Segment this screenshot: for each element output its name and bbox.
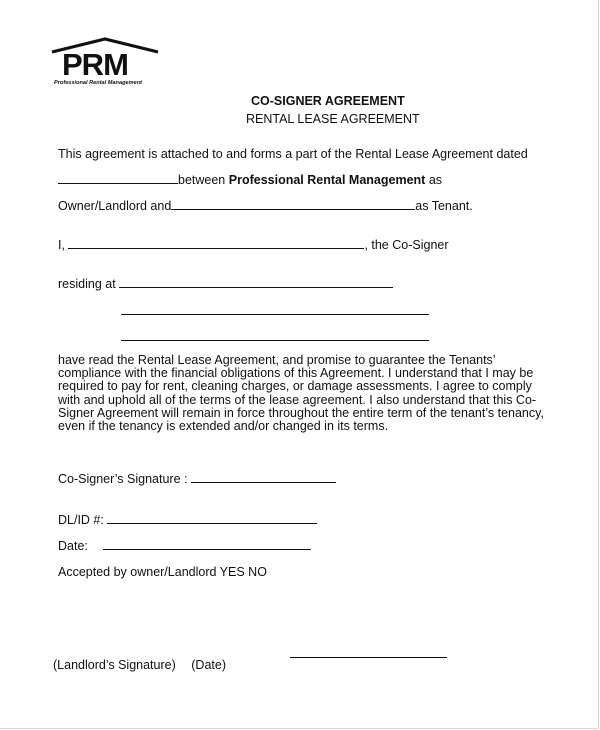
date-row xyxy=(58,538,311,554)
cosigner-text: , the Co-Signer xyxy=(364,238,449,252)
as-tenant-text: as Tenant. xyxy=(415,199,473,213)
document-subtitle: RENTAL LEASE AGREEMENT xyxy=(246,112,420,126)
address-blank-3[interactable] xyxy=(121,329,429,341)
owner-row xyxy=(58,198,473,214)
cosigner-name-blank[interactable] xyxy=(68,237,364,249)
tenant-blank[interactable] xyxy=(171,198,415,210)
landlord-signature-blank[interactable] xyxy=(290,646,447,658)
address-blank-2[interactable] xyxy=(121,303,429,315)
address-row-3 xyxy=(121,329,429,345)
as-text: as xyxy=(428,173,443,187)
date-label: Date: xyxy=(58,539,88,553)
date-blank[interactable] xyxy=(58,172,178,184)
i-label: I, xyxy=(58,238,65,252)
landlord-signature-label: (Landlord’s Signature) xyxy=(53,658,176,672)
logo-text: PRM xyxy=(62,47,128,82)
agreement-paragraph: have read the Rental Lease Agreement, and promise to guarantee the Tenants’ compliance with the financial obligations of this Agreement. I understand that I may be required to pay for rent, cleaning charges, or damage assessments. I agree to comply with and uphold all of the terms of the lease agreement. I also understand that this Co-Signer Agreement will remain in force throughout the entire term of the tenant’s tenancy, even if the tenancy is extended and/or changed in its terms. xyxy=(58,353,544,434)
signature-row xyxy=(58,471,336,487)
document-title: CO-SIGNER AGREEMENT xyxy=(251,94,405,108)
cosigner-row xyxy=(58,237,449,253)
intro-text: This agreement is attached to and forms a part of the Rental Lease Agreement dated xyxy=(58,147,528,161)
signature-label: Co-Signer’s Signature : xyxy=(58,472,188,486)
company-name: Professional Rental Management xyxy=(228,173,426,187)
accepted-row: Accepted by owner/Landlord YES NO xyxy=(58,565,267,579)
address-row-2 xyxy=(121,303,429,319)
residing-label: residing at xyxy=(58,277,116,291)
company-logo xyxy=(50,36,165,90)
date-field-blank[interactable] xyxy=(103,538,311,550)
landlord-row xyxy=(53,657,226,673)
dlid-label: DL/ID #: xyxy=(58,513,104,527)
owner-label: Owner/Landlord and xyxy=(58,199,172,213)
landlord-line-row xyxy=(290,646,447,662)
signature-blank[interactable] xyxy=(191,471,336,483)
between-text: between xyxy=(178,173,226,187)
residing-row xyxy=(58,276,393,292)
between-row xyxy=(58,172,442,188)
logo-subtitle: Professional Rental Management xyxy=(54,80,142,86)
address-blank-1[interactable] xyxy=(119,276,393,288)
landlord-date-label: (Date) xyxy=(191,658,226,672)
dlid-row xyxy=(58,512,317,528)
dlid-blank[interactable] xyxy=(107,512,317,524)
